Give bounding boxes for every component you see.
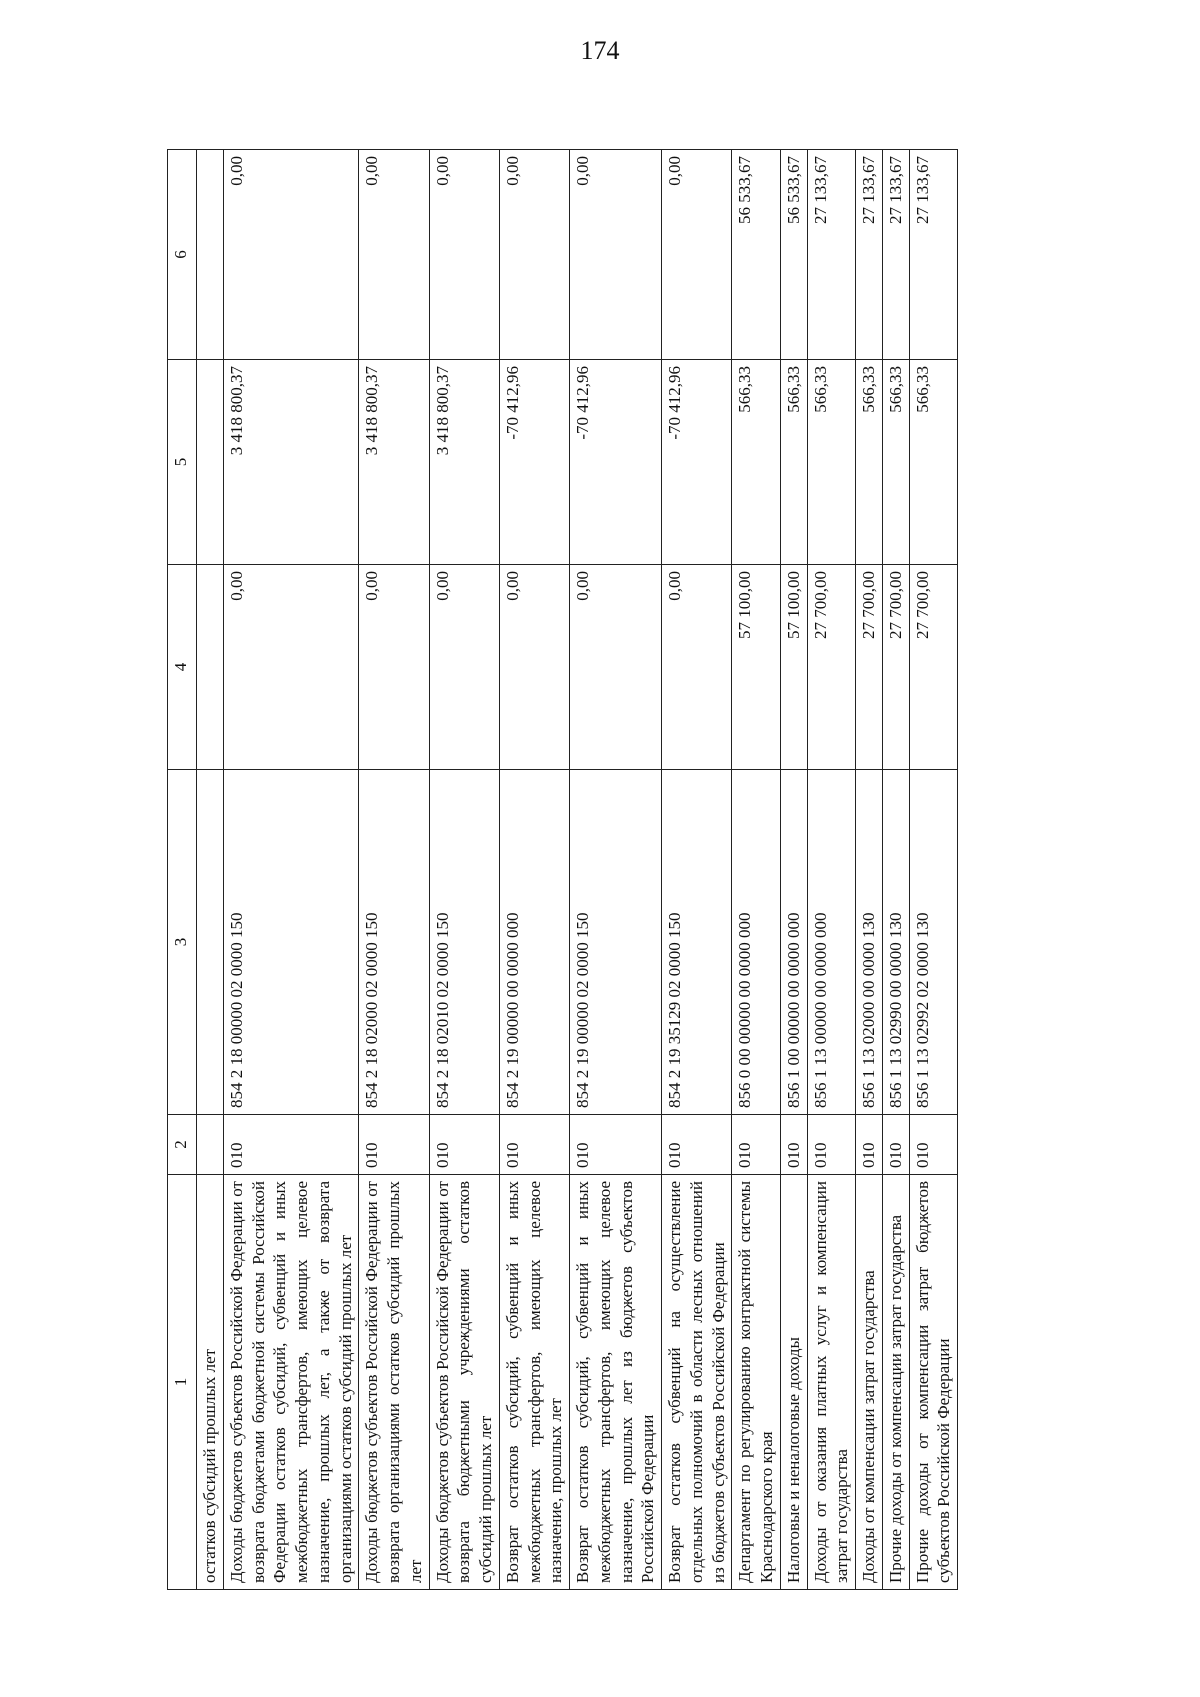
row-code-cell: 010	[570, 1115, 662, 1175]
table-row	[499, 150, 569, 1590]
row-kbk-cell: 854 2 19 00000 02 0000 150	[570, 770, 662, 1115]
row-value-col4: 0,00	[662, 565, 732, 770]
rotated-table-sheet	[167, 150, 1087, 1590]
row-value-col5: 566,33	[732, 360, 781, 565]
row-value-col5: -70 412,96	[499, 360, 569, 565]
row-value-col4: 57 100,00	[732, 565, 781, 770]
row-name-cell: Прочие доходы от компенсации затрат бюджетов субъектов Российской Федерации	[909, 1175, 958, 1590]
table-row	[570, 150, 662, 1590]
row-value-col6: 0,00	[359, 150, 429, 360]
row-value-col5	[197, 360, 224, 565]
row-name-cell: Доходы от оказания платных услуг и компенсации затрат государства	[807, 1175, 856, 1590]
table-row	[197, 150, 224, 1590]
row-name-cell: Департамент по регулированию контрактной системы Краснодарского края	[732, 1175, 781, 1590]
row-value-col5: 566,33	[780, 360, 807, 565]
table-row	[223, 150, 359, 1590]
table-row	[662, 150, 732, 1590]
row-kbk-cell: 856 0 00 00000 00 0000 000	[732, 770, 781, 1115]
header-col-6: 6	[168, 150, 197, 360]
row-value-col6: 56 533,67	[732, 150, 781, 360]
row-value-col5: 566,33	[856, 360, 883, 565]
row-code-cell: 010	[359, 1115, 429, 1175]
row-value-col4: 57 100,00	[780, 565, 807, 770]
table-header-row	[168, 150, 197, 1590]
header-col-2: 2	[168, 1115, 197, 1175]
row-code-cell: 010	[732, 1115, 781, 1175]
row-value-col4: 0,00	[359, 565, 429, 770]
budget-table	[167, 149, 958, 1590]
row-name-cell: Возврат остатков субсидий, субвенций и иных межбюджетных трансфертов, имеющих целевое назначение, прошлых лет	[499, 1175, 569, 1590]
row-value-col4: 0,00	[429, 565, 499, 770]
row-value-col6: 27 133,67	[807, 150, 856, 360]
row-kbk-cell: 854 2 18 00000 02 0000 150	[223, 770, 359, 1115]
row-name-cell: Возврат остатков субвенций на осуществление отдельных полномочий в области лесных отношений из бюджетов субъектов Российской Федерации	[662, 1175, 732, 1590]
row-name-cell: Прочие доходы от компенсации затрат государства	[882, 1175, 909, 1590]
row-kbk-cell: 854 2 18 02010 02 0000 150	[429, 770, 499, 1115]
row-value-col6: 0,00	[429, 150, 499, 360]
row-value-col5: -70 412,96	[662, 360, 732, 565]
row-kbk-cell: 854 2 19 35129 02 0000 150	[662, 770, 732, 1115]
row-kbk-cell	[197, 770, 224, 1115]
row-name-cell: Возврат остатков субсидий, субвенций и иных межбюджетных трансфертов, имеющих целевое назначение, прошлых лет из бюджетов субъектов Российской Федерации	[570, 1175, 662, 1590]
row-name-cell: Доходы от компенсации затрат государства	[856, 1175, 883, 1590]
row-kbk-cell: 856 1 00 00000 00 0000 000	[780, 770, 807, 1115]
row-value-col5: 3 418 800,37	[359, 360, 429, 565]
row-name-cell: Доходы бюджетов субъектов Российской Федерации от возврата организациями остатков субсидий прошлых лет	[359, 1175, 429, 1590]
table-body	[197, 150, 958, 1590]
row-code-cell: 010	[807, 1115, 856, 1175]
row-value-col5: 3 418 800,37	[429, 360, 499, 565]
row-value-col6	[197, 150, 224, 360]
row-value-col5: 566,33	[882, 360, 909, 565]
row-kbk-cell: 854 2 18 02000 02 0000 150	[359, 770, 429, 1115]
row-name-cell: Налоговые и неналоговые доходы	[780, 1175, 807, 1590]
row-code-cell: 010	[429, 1115, 499, 1175]
row-value-col6: 27 133,67	[909, 150, 958, 360]
row-kbk-cell: 856 1 13 02000 00 0000 130	[856, 770, 883, 1115]
row-code-cell: 010	[662, 1115, 732, 1175]
table-row	[780, 150, 807, 1590]
row-kbk-cell: 856 1 13 02992 02 0000 130	[909, 770, 958, 1115]
row-value-col4: 0,00	[499, 565, 569, 770]
row-value-col6: 56 533,67	[780, 150, 807, 360]
row-value-col4: 27 700,00	[882, 565, 909, 770]
row-value-col6: 27 133,67	[856, 150, 883, 360]
row-name-cell: Доходы бюджетов субъектов Российской Федерации от возврата бюджетными учреждениями остатков субсидий прошлых лет	[429, 1175, 499, 1590]
header-col-5: 5	[168, 360, 197, 565]
row-value-col4: 0,00	[223, 565, 359, 770]
page-number: 174	[580, 36, 620, 65]
row-code-cell: 010	[856, 1115, 883, 1175]
row-value-col6: 0,00	[662, 150, 732, 360]
row-value-col5: -70 412,96	[570, 360, 662, 565]
row-value-col6: 27 133,67	[882, 150, 909, 360]
row-value-col4: 27 700,00	[856, 565, 883, 770]
row-value-col4	[197, 565, 224, 770]
table-row	[807, 150, 856, 1590]
header-col-3: 3	[168, 770, 197, 1115]
table-row	[856, 150, 883, 1590]
row-value-col4: 0,00	[570, 565, 662, 770]
row-value-col5: 3 418 800,37	[223, 360, 359, 565]
table-row	[882, 150, 909, 1590]
row-code-cell: 010	[499, 1115, 569, 1175]
row-code-cell: 010	[780, 1115, 807, 1175]
row-value-col5: 566,33	[807, 360, 856, 565]
row-kbk-cell: 856 1 13 02990 00 0000 130	[882, 770, 909, 1115]
row-value-col6: 0,00	[570, 150, 662, 360]
row-name-cell: Доходы бюджетов субъектов Российской Федерации от возврата бюджетами бюджетной системы Российской Федерации остатков субсидий, субвенций и иных межбюджетных трансфертов, имеющих целевое назначение, прошлых лет, а также от возврата организациями остатков субсидий прошлых лет	[223, 1175, 359, 1590]
table-row	[429, 150, 499, 1590]
row-value-col6: 0,00	[223, 150, 359, 360]
row-name-cell: остатков субсидий прошлых лет	[197, 1175, 224, 1590]
row-code-cell: 010	[882, 1115, 909, 1175]
header-col-1: 1	[168, 1175, 197, 1590]
table-row	[732, 150, 781, 1590]
row-kbk-cell: 854 2 19 00000 00 0000 000	[499, 770, 569, 1115]
table-row	[909, 150, 958, 1590]
header-col-4: 4	[168, 565, 197, 770]
row-value-col6: 0,00	[499, 150, 569, 360]
table-row	[359, 150, 429, 1590]
row-value-col4: 27 700,00	[909, 565, 958, 770]
row-code-cell: 010	[223, 1115, 359, 1175]
row-code-cell: 010	[909, 1115, 958, 1175]
row-value-col5: 566,33	[909, 360, 958, 565]
row-value-col4: 27 700,00	[807, 565, 856, 770]
row-kbk-cell: 856 1 13 00000 00 0000 000	[807, 770, 856, 1115]
row-code-cell	[197, 1115, 224, 1175]
